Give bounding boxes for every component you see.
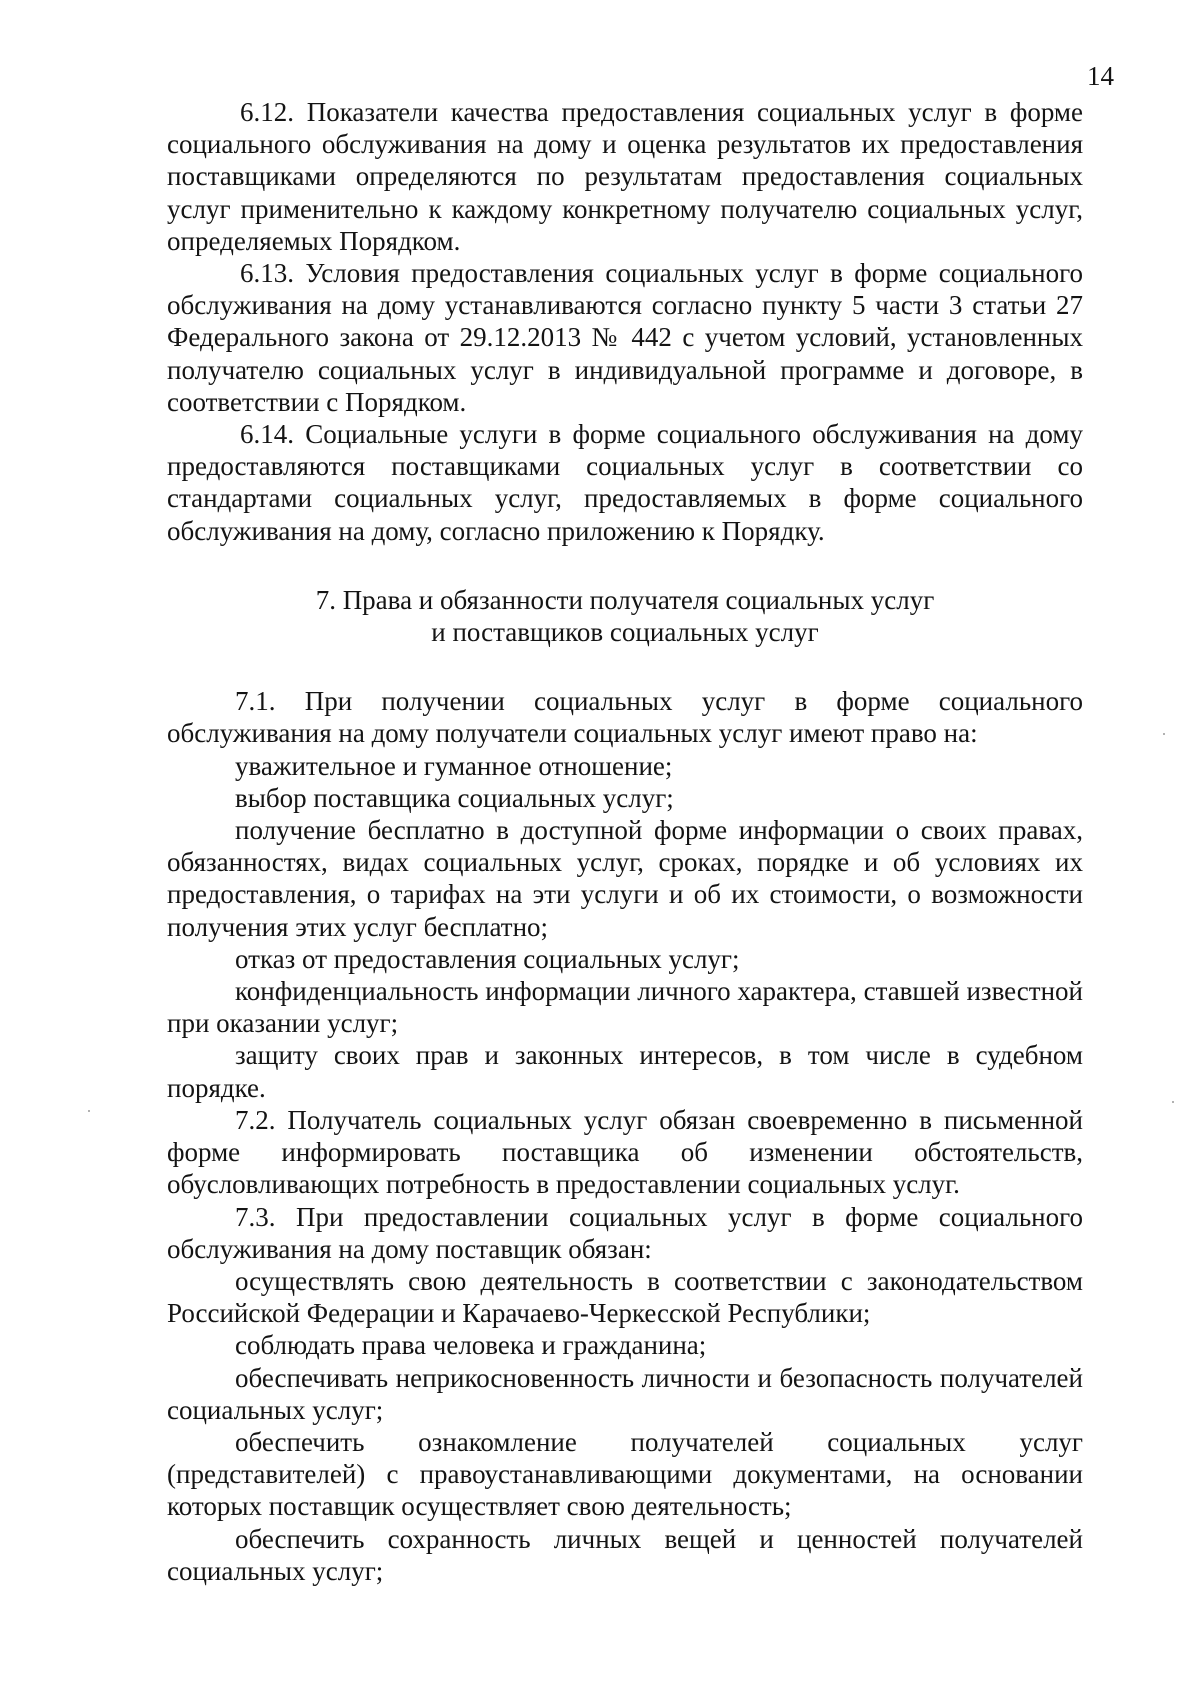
- list-item-confidentiality: конфиденциальность информации личного характера, ставшей известной при оказании услуг;: [167, 976, 1083, 1039]
- scan-speck: [1172, 1101, 1174, 1103]
- paragraph-6-13: 6.13. Условия предоставления социальных услуг в форме социального обслуживания на дому устанавливаются согласно пункту 5 части 3 статьи 27 Федерального закона от 29.12.2013 № 442 с учетом условий, установленных получателю социальных услуг в индивидуальной программе и договоре, в соответствии с Порядком.: [167, 258, 1083, 417]
- list-item-respectful-treatment: уважительное и гуманное отношение;: [235, 750, 673, 781]
- scan-speck: [88, 1110, 90, 1112]
- list-item-lawful-activity: осуществлять свою деятельность в соответствии с законодательством Российской Федерации и Карачаево-Черкесской Республики;: [167, 1265, 1083, 1329]
- section-7-heading: [167, 584, 1083, 648]
- list-item-safekeeping: обеспечить сохранность личных вещей и ценностей получателей социальных услуг;: [167, 1523, 1083, 1586]
- list-item-personal-safety: обеспечивать неприкосновенность личности и безопасность получателей социальных услуг;: [167, 1362, 1083, 1425]
- list-item-human-rights: соблюдать права человека и гражданина;: [235, 1330, 707, 1361]
- section-7-heading-line-2: и поставщиков социальных услуг: [431, 617, 819, 648]
- paragraph-6-12: 6.12. Показатели качества предоставления социальных услуг в форме социального обслуживания на дому и оценка результатов их предоставления поставщиками определяются по результатам предоставления социальных услуг применительно к каждому конкретному получателю социальных услуг, определяемых Порядком.: [167, 97, 1083, 256]
- paragraph-7-2: 7.2. Получатель социальных услуг обязан своевременно в письменной форме информировать поставщика об изменении обстоятельств, обусловливающих потребность в предоставлении социальных услуг.: [167, 1104, 1083, 1200]
- paragraph-6-14: 6.14. Социальные услуги в форме социального обслуживания на дому предоставляются поставщиками социальных услуг в соответствии со стандартами социальных услуг, предоставляемых в форме социального обслуживания на дому, согласно приложению к Порядку.: [167, 419, 1083, 546]
- list-item-familiarization: обеспечить ознакомление получателей социальных услуг (представителей) с правоустанавливающими документами, на основании которых поставщик осуществляет свою деятельность;: [167, 1426, 1083, 1522]
- section-7-heading-line-1: 7. Права и обязанности получателя социальных услуг: [315, 584, 935, 615]
- paragraph-7-3: 7.3. При предоставлении социальных услуг в форме социального обслуживания на дому поставщик обязан:: [167, 1201, 1083, 1264]
- list-item-choice-of-provider: выбор поставщика социальных услуг;: [235, 782, 674, 813]
- paragraph-7-1: 7.1. При получении социальных услуг в форме социального обслуживания на дому получатели социальных услуг имеют право на:: [167, 686, 1083, 749]
- scan-speck: [1163, 733, 1165, 735]
- page-number: 14: [1087, 61, 1114, 91]
- document-body: [167, 96, 1083, 1587]
- list-item-refusal: отказ от предоставления социальных услуг;: [235, 943, 740, 974]
- list-item-protection-of-rights: защиту своих прав и законных интересов, в том числе в судебном порядке.: [167, 1040, 1083, 1103]
- list-item-information: получение бесплатно в доступной форме информации о своих правах, обязанностях, видах социальных услуг, сроках, порядке и об условиях их предоставления, о тарифах на эти услуги и об их стоимости, о возможности получения этих услуг бесплатно;: [167, 815, 1083, 942]
